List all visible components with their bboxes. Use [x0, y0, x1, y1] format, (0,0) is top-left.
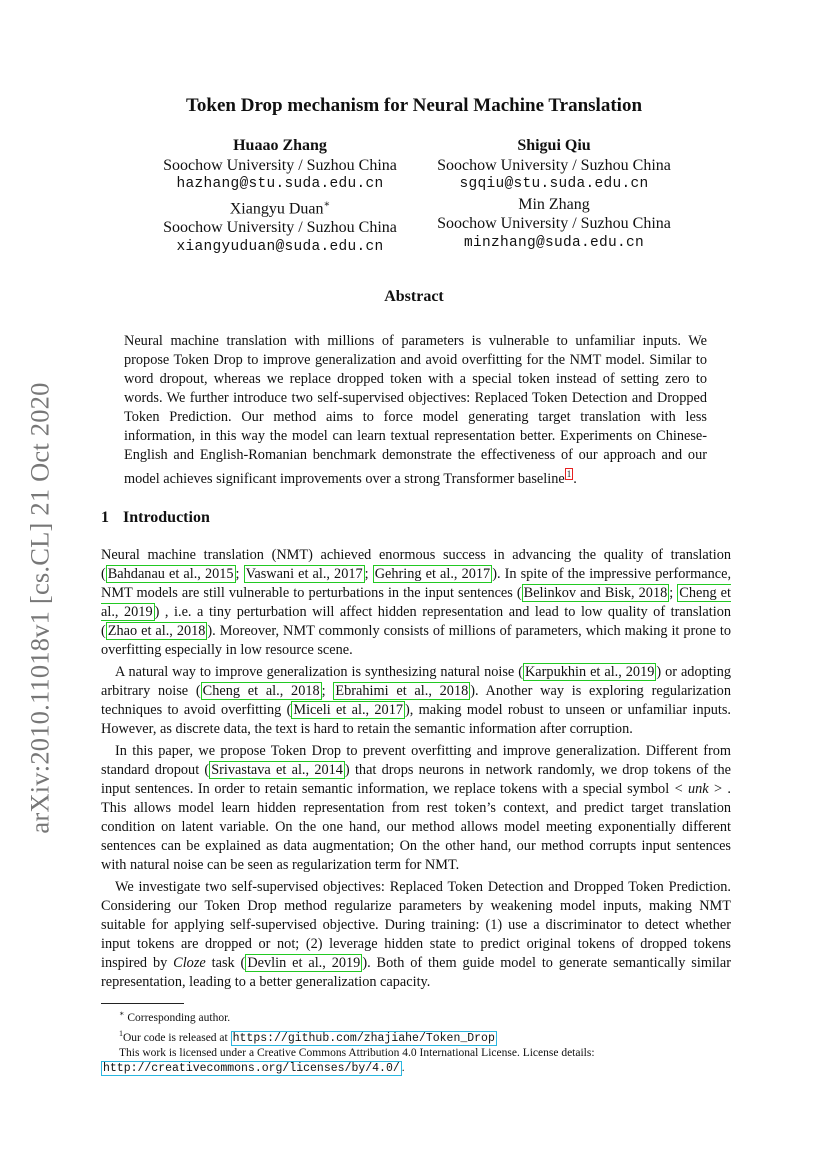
author-affiliation: Soochow University / Suzhou China	[437, 156, 671, 174]
footnote-license: This work is licensed under a Creative Commons Attribution 4.0 International License. License details: http://creativecommons.org/licenses/by/4.0/ .	[103, 1046, 595, 1075]
body-text	[101, 546, 731, 995]
author-name: Huaao Zhang	[233, 137, 327, 154]
corresponding-mark: ∗	[323, 198, 331, 210]
section-title: Introduction	[123, 509, 210, 526]
citation-link[interactable]: Karpukhin et al., 2019	[524, 664, 655, 680]
citation-link[interactable]: Miceli et al., 2017	[293, 702, 404, 718]
arxiv-identifier	[20, 368, 60, 848]
author-name: Shigui Qiu	[517, 137, 591, 154]
footnotes	[101, 1006, 731, 1076]
citation-link[interactable]: Ebrahimi et al., 2018	[335, 683, 469, 699]
paper-title: Token Drop mechanism for Neural Machine Translation	[185, 95, 643, 116]
author-block-left	[150, 136, 410, 257]
author-name: Xiangyu Duan∗	[229, 198, 331, 217]
author-affiliation: Soochow University / Suzhou China	[437, 215, 671, 232]
author-block-right	[424, 136, 684, 253]
citation-link[interactable]: Bahdanau et al., 2015	[107, 566, 234, 582]
arxiv-id-text: arXiv:2010.11018v1 [cs.CL] 21 Oct 2020	[24, 382, 55, 834]
unk-symbol: < unk >	[673, 781, 723, 797]
author-name: Min Zhang	[518, 195, 590, 213]
author-email[interactable]: xiangyuduan@suda.edu.cn	[176, 238, 384, 255]
paragraph: Neural machine translation (NMT) achieved enormous success in advancing the quality of translation ( Bahdanau et al., 2015 ; Vaswani et al., 2017 ; Gehring et al., 2017 ). In spite of the impressive performance, NMT models are still vulnerable to perturbations in the input sentences ( Belinkov and Bisk, 2018 ; Cheng et al., 2019 ) , i.e. a tiny perturbation will affect hidden representation and lead to low quality of translation ( Zhao et al., 2018 ). Moreover, NMT commonly consists of millions of parameters, which making it prone to overfitting especially in low resource scene.	[101, 547, 732, 658]
author-email[interactable]: sgqiu@stu.suda.edu.cn	[459, 176, 649, 192]
footnote-ref-link[interactable]: 1	[566, 469, 572, 479]
footnote-rule	[101, 1003, 184, 1004]
license-url-link[interactable]: http://creativecommons.org/licenses/by/4.0/	[103, 1061, 400, 1075]
footnote-code: $^1$Our code is released at https://github.com/zhajiahe/Token_Drop	[119, 1028, 495, 1045]
citation-link[interactable]: Cheng et al., 2019	[101, 585, 731, 620]
citation-link[interactable]: Cheng et al., 2018	[202, 683, 320, 699]
citation-link[interactable]: Gehring et al., 2017	[374, 566, 491, 582]
author-affiliation: Soochow University / Suzhou China	[163, 219, 397, 237]
author-email[interactable]: hazhang@stu.suda.edu.cn	[176, 176, 384, 192]
citation-link[interactable]: Srivastava et al., 2014	[211, 762, 343, 778]
author-affiliation: Soochow University / Suzhou China	[163, 156, 397, 174]
author-email[interactable]: minzhang@suda.edu.cn	[463, 234, 645, 251]
citation-link[interactable]: Devlin et al., 2019	[247, 955, 361, 971]
abstract-text: Neural machine translation with millions of parameters is vulnerable to unfamiliar inputs. We propose Token Drop to improve generalization and avoid overfitting for the NMT model. Similar to word dropout, whereas we replace dropped token with a special token instead of setting zero to words. We further introduce two self-supervised objectives: Replaced Token Detection and Dropped Token Prediction. Our method aims to force model generating target translation with less information, in this way the model can learn textual representation better. Experiments on Chinese-English and English-Romanian benchmark demonstrate the effectiveness of our approach and our model achieves significant improvements over a strong Transformer baseline $^1$ .	[124, 333, 707, 487]
section-heading	[101, 509, 210, 527]
paragraph: A natural way to improve generalization is synthesizing natural noise ( Karpukhin et al., 2019 ) or adopting arbitrary noise ( Cheng et al., 2018 ; Ebrahimi et al., 2018 ). Another way is exploring regularization techniques to avoid overfitting ( Miceli et al., 2017 ), making model robust to unseen or unfamiliar inputs. However, as discrete data, the text is hard to retain the semantic information after corruption.	[101, 664, 731, 737]
citation-link[interactable]: Belinkov and Bisk, 2018	[523, 585, 668, 601]
footnote-corresponding: ∗ Corresponding author.	[119, 1009, 231, 1024]
section-number: 1	[101, 509, 109, 526]
code-url-link[interactable]: https://github.com/zhajiahe/Token_Drop	[232, 1031, 495, 1045]
citation-link[interactable]: Vaswani et al., 2017	[245, 566, 363, 582]
paragraph: We investigate two self-supervised objectives: Replaced Token Detection and Dropped Token Prediction. Considering our Token Drop method regularize parameters by weakening model inputs, making NMT suitable for applying self-supervised objective. During training: (1) use a discriminator to detect whether input tokens are dropped or not; (2) leverage hidden state to predict original tokens of dropped tokens inspired by Cloze task ( Devlin et al., 2019 ). Both of them guide model to generate semantically similar representation, leading to a better generalization capacity.	[101, 879, 731, 990]
paragraph: In this paper, we propose Token Drop to prevent overfitting and improve generalization. Different from standard dropout ( Srivastava et al., 2014 ) that drops neurons in network randomly, we drop tokens of the input sentences. In order to retain semantic information, we replace tokens with a special symbol < unk > . This allows model learn hidden representation from rest token’s context, and predict target translation condition on latent variable. On the one hand, our method allows model meeting exponentially different sentences can be explained as data augmentation; On the other hand, our method corrupts input sentences with natural noise can be seen as regularization term for NMT.	[101, 743, 732, 873]
citation-link[interactable]: Zhao et al., 2018	[107, 623, 206, 639]
emphasis: Cloze	[173, 955, 206, 971]
abstract-heading: Abstract	[384, 288, 444, 305]
